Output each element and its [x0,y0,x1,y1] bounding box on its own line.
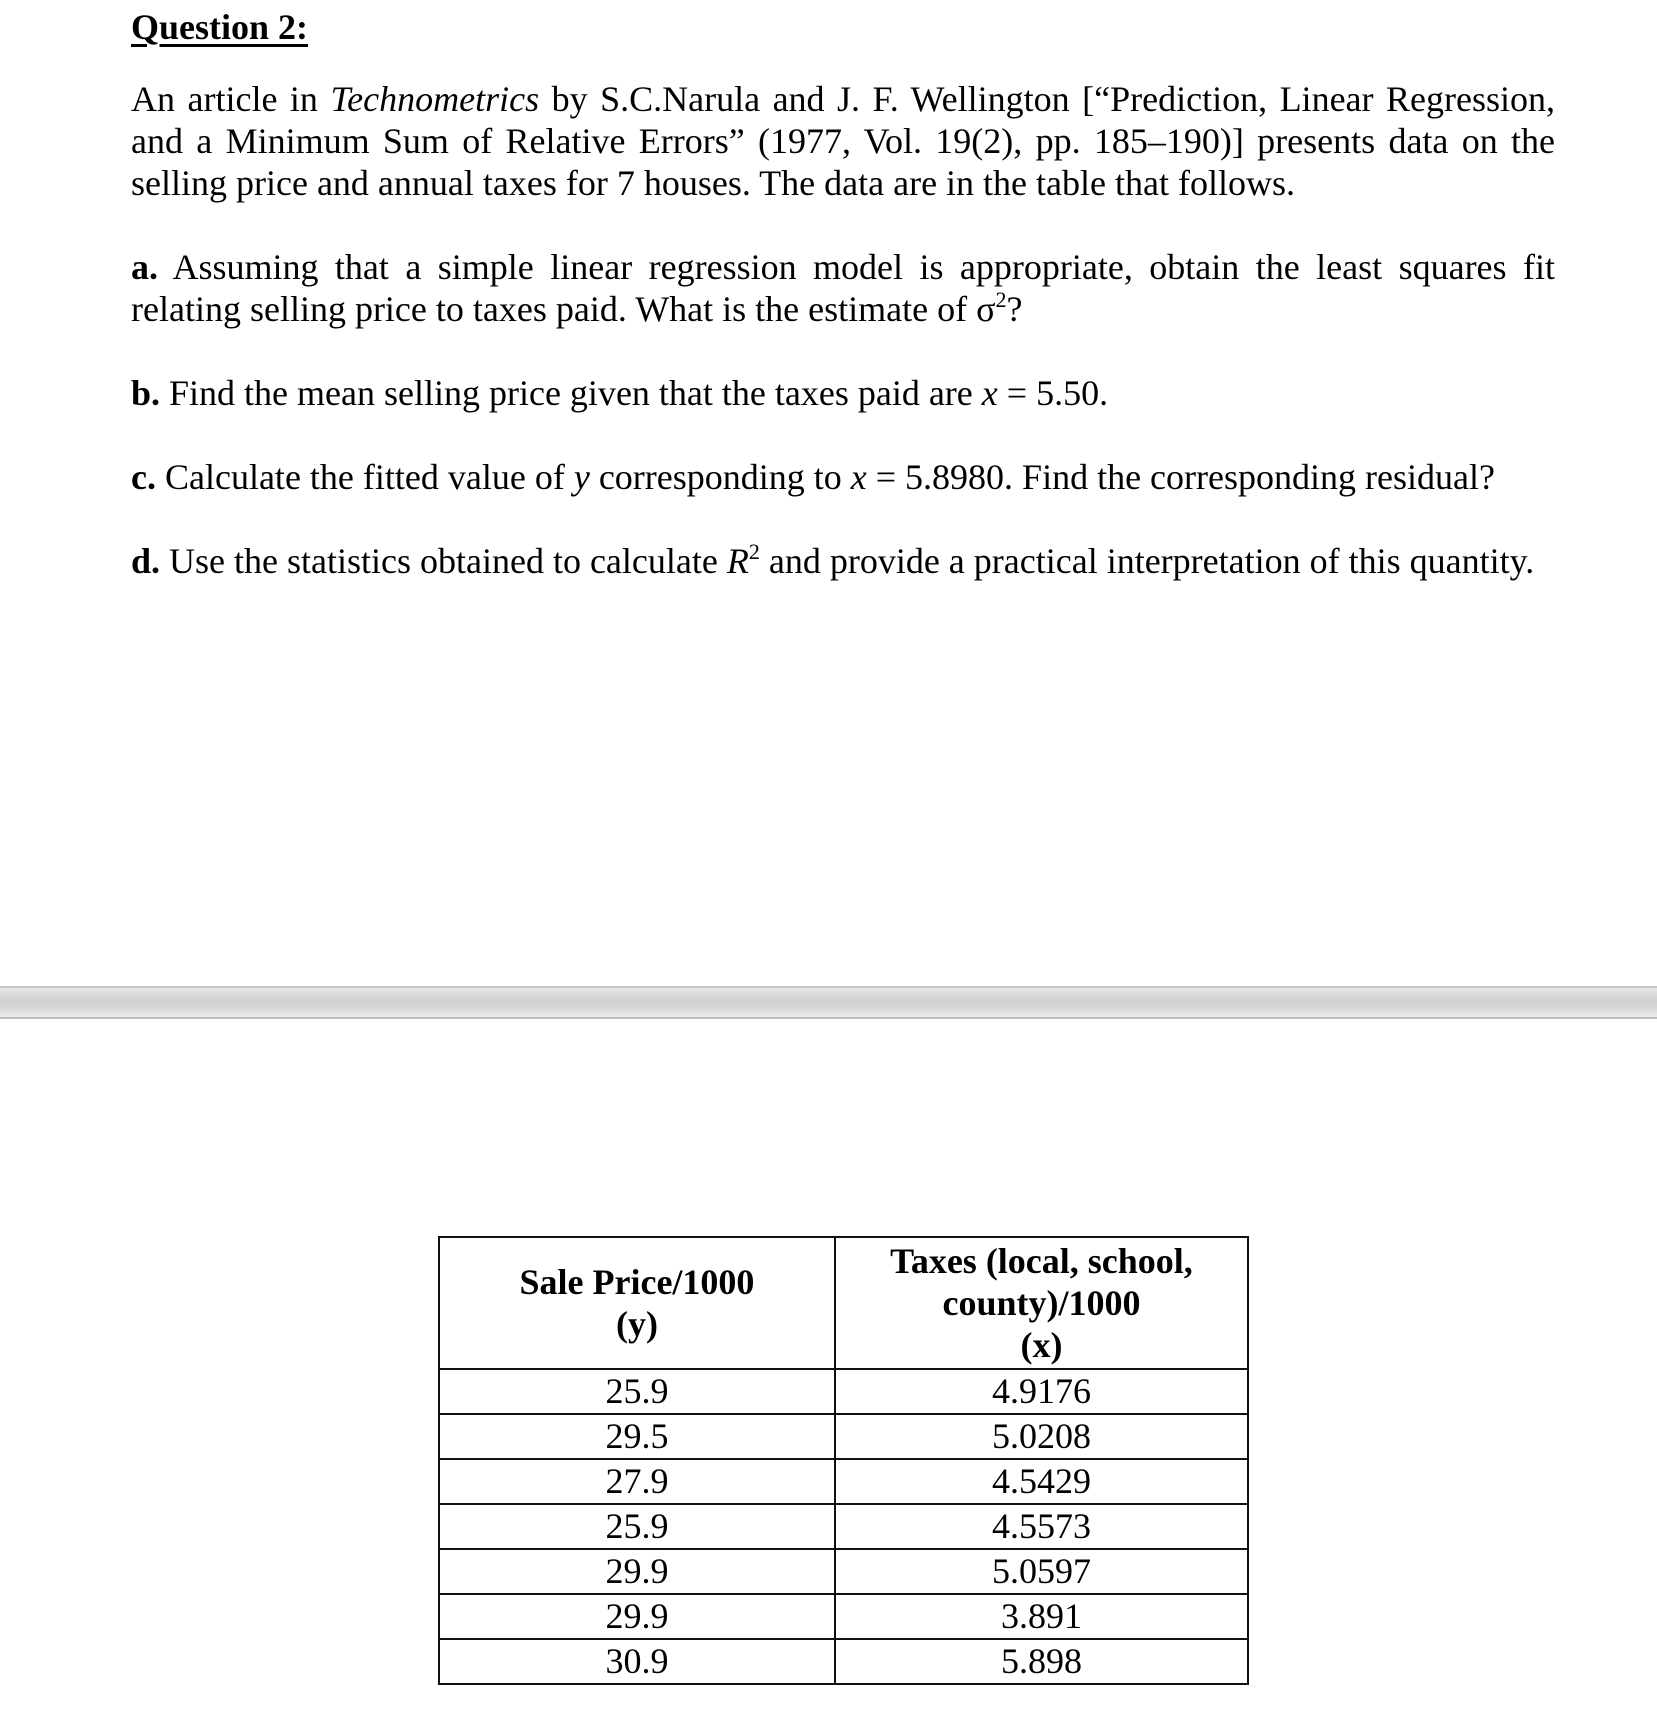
part-d-label: d. [131,541,161,581]
cell-sale-price: 30.9 [439,1639,835,1684]
table-row [439,1459,1248,1504]
journal-name: Technometrics [330,79,540,119]
part-d-text: Use the statistics obtained to calculate [160,541,727,581]
page-break-divider [0,986,1657,1019]
intro-text-end: by S.C.Narula and J. F. Wellington [“Prediction, Linear Regression, and a Minimum Sum of Relative Errors” (1977, Vol. 19(2), pp. 185–190)] presents data on the selling price and annual taxes for 7 houses. The data are in the table that follows. [131,79,1555,203]
cell-sale-price: 29.5 [439,1414,835,1459]
header-taxes-line-2: county)/1000 [942,1283,1141,1323]
part-d-end: and provide a practical interpretation of this quantity. [759,541,1535,581]
part-c-variable-x: x [850,457,867,497]
part-b-variable: x [981,373,998,413]
part-c-label: c. [131,457,156,497]
question-content [131,0,1555,582]
part-b-label: b. [131,373,161,413]
table-row [439,1369,1248,1414]
part-a [131,246,1555,330]
part-c [131,456,1555,498]
cell-taxes: 5.898 [835,1639,1248,1684]
part-b [131,372,1555,414]
part-c-text-1: Calculate the fitted value of [155,457,574,497]
part-d-superscript: 2 [748,539,760,564]
part-b-end: = 5.50. [997,373,1109,413]
table-header-row [439,1237,1248,1369]
cell-taxes: 5.0208 [835,1414,1248,1459]
intro-text-start: An article in [131,79,331,119]
cell-sale-price: 29.9 [439,1594,835,1639]
part-c-end: = 5.8980. Find the corresponding residual? [866,457,1495,497]
table-row [439,1504,1248,1549]
part-d-variable: R [726,541,749,581]
cell-taxes: 4.5429 [835,1459,1248,1504]
part-b-text: Find the mean selling price given that the taxes paid are [160,373,982,413]
cell-taxes: 4.5573 [835,1504,1248,1549]
cell-taxes: 4.9176 [835,1369,1248,1414]
header-sale-price-line-1: Sale Price/1000 [519,1262,755,1302]
part-d [131,540,1555,582]
part-a-end: ? [1006,289,1023,329]
header-sale-price [439,1237,835,1369]
part-c-variable-y: y [573,457,590,497]
intro-paragraph [131,78,1555,204]
table-row [439,1549,1248,1594]
cell-sale-price: 29.9 [439,1549,835,1594]
cell-sale-price: 27.9 [439,1459,835,1504]
header-taxes-line-3: (x) [1020,1325,1063,1365]
cell-taxes: 5.0597 [835,1549,1248,1594]
part-a-label: a. [131,247,158,287]
header-sale-price-line-2: (y) [615,1304,658,1344]
question-title: Question 2: [131,7,309,47]
header-taxes [835,1237,1248,1369]
part-c-text-2: corresponding to [589,457,851,497]
header-taxes-line-1: Taxes (local, school, [890,1241,1193,1281]
data-table [438,1236,1249,1685]
cell-taxes: 3.891 [835,1594,1248,1639]
cell-sale-price: 25.9 [439,1504,835,1549]
table-row [439,1639,1248,1684]
table-row [439,1594,1248,1639]
part-a-text: Assuming that a simple linear regression model is appropriate, obtain the least squares fit relating selling price to taxes paid. What is the estimate of σ [131,247,1555,329]
cell-sale-price: 25.9 [439,1369,835,1414]
table-row [439,1414,1248,1459]
part-a-superscript: 2 [995,287,1007,312]
